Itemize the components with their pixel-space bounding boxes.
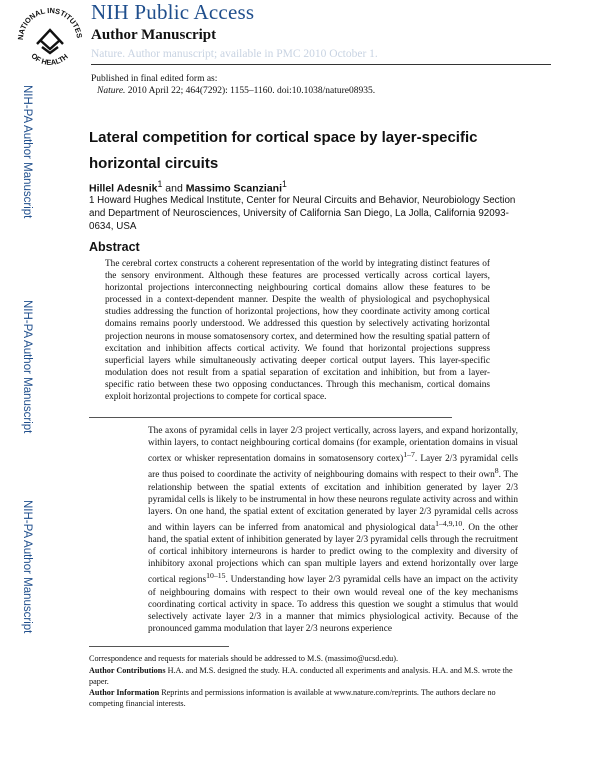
footnote-divider [89, 646, 229, 647]
citation-details: 2010 April 22; 464(7292): 1155–1160. doi:10.1038/nature08935. [125, 86, 376, 96]
contributions-text: H.A. and M.S. designed the study. H.A. conducted all experiments and analysis. H.A. and M.S. wrote the paper. [89, 666, 513, 686]
author-name: Hillel Adesnik [89, 182, 158, 195]
sidebar-label-1: NIH-PA Author Manuscript [21, 85, 33, 219]
citation [97, 86, 375, 96]
eagle-icon [37, 30, 63, 53]
info-text: Reprints and permissions information is available at www.nature.com/reprints. The authors declare no competing financial interests. [89, 688, 496, 708]
abstract-heading: Abstract [89, 240, 140, 254]
body-text: . On the other hand, the spatial extent of inhibition generated by layer 2/3 pyramidal cells through the recruitment of cortical inhibitory interneurons is harder to predict owing to the complexity and diversity of inhibitory axonal projections which can span multiple layers and extend horizontally over large cortical regions [148, 522, 518, 586]
citation-ref: 1–7 [403, 450, 415, 460]
body-paragraph [148, 425, 518, 635]
body-text: The axons of pyramidal cells in layer 2/3 project vertically, across layers, and expand horizontally, within layers, to contact neighbouring cortical domains (for example, orientation domains in visual cortex or whisker representation domains in somatosensory cortex) [148, 426, 518, 465]
author-name: Massimo Scanziani [185, 182, 282, 195]
author-information [89, 688, 519, 709]
availability-note: Nature. Author manuscript; available in PMC 2010 October 1. [91, 48, 378, 60]
author-affil-sup: 1 [282, 179, 287, 189]
journal-name: Nature. [97, 86, 126, 96]
citation-ref: 8 [494, 466, 499, 476]
logo-text-bottom: OF HEALTH [29, 51, 70, 67]
sidebar-label-3: NIH-PA Author Manuscript [21, 500, 33, 634]
citation-ref: 10–15 [206, 571, 226, 581]
svg-text:NATIONAL INSTITUTES [16, 6, 84, 40]
abstract-divider [89, 417, 452, 418]
sidebar-label-2: NIH-PA Author Manuscript [21, 300, 33, 434]
article-title: Lateral competition for cortical space by layer-specific horizontal circuits [89, 129, 478, 172]
affiliation: 1 Howard Hughes Medical Institute, Center for Neural Circuits and Behavior, Neurobiology Section and Department of Neurosciences, University of California San Diego, La Jolla, California 92093-0634, USA [89, 195, 516, 232]
header-subtitle: Author Manuscript [91, 27, 217, 43]
author-list [89, 179, 287, 195]
correspondence-note: Correspondence and requests for materials should be addressed to M.S. (massimo@ucsd.edu). [89, 654, 399, 663]
author-contributions [89, 666, 519, 687]
nih-logo [13, 2, 87, 70]
info-label: Author Information [89, 688, 160, 697]
header-divider [91, 64, 551, 65]
citation-ref: 1–4,9,10 [435, 518, 463, 528]
body-text: . The relationship between the spatial extents of excitation and inhibition generated by layer 2/3 pyramidal cells is likely to be instrumental in how these neurons regulate activity across and within layers. On one hand, the spatial extent of excitation generated by layer 2/3 pyramidal cells across and within layers can be inferred from anatomical and physiological data [148, 470, 518, 533]
contributions-label: Author Contributions [89, 666, 166, 675]
logo-text-top: NATIONAL INSTITUTES [15, 5, 84, 41]
abstract-text: The cerebral cortex constructs a coherent representation of the world by integrating distinct features of the sensory environment. Although these features are processed vertically across cortical layers, horizontal projections interconnecting neighbouring cortical domains allow these features to be processed in a context-dependent manner. Despite the wealth of physiological and psychophysical studies addressing the function of horizontal projections, how they coordinate activity among cortical domains remains poorly understood. We addressed this question by selectively activating horizontal projection neurons in mouse somatosensory cortex, and determined how the resulting spatial pattern of excitation and inhibition affects cortical activity. We found that horizontal projections suppress superficial layers while simultaneously activating deeper cortical output layers. This layer-specific modulation does not result from a spatial separation of excitation and inhibition, but from a layer-specific ratio between these two opposing conductances. Through this mechanism, cortical domains exploit horizontal projections to compete for cortical space. [105, 259, 490, 403]
author-affil-sup: 1 [157, 179, 163, 189]
published-label: Published in final edited form as: [91, 74, 218, 84]
body-text: . Layer 2/3 pyramidal cells are thus poised to coordinate the activity of neighbouring domains with respect to their own [148, 454, 519, 481]
header-title: NIH Public Access [91, 0, 255, 24]
author-conjunction: and [162, 182, 186, 195]
body-text: . Understanding how layer 2/3 pyramidal cells have an impact on the activity of neighbouring domains with respect to their own would reveal one of the key mechanisms coordinating cortical activity in space. To address this question we sought a stimulus that would selectively activate layer 2/3 in a manner that mimics physiological activity. Because of the pronounced gamma modulation that layer 2/3 neurons experience [148, 575, 518, 634]
